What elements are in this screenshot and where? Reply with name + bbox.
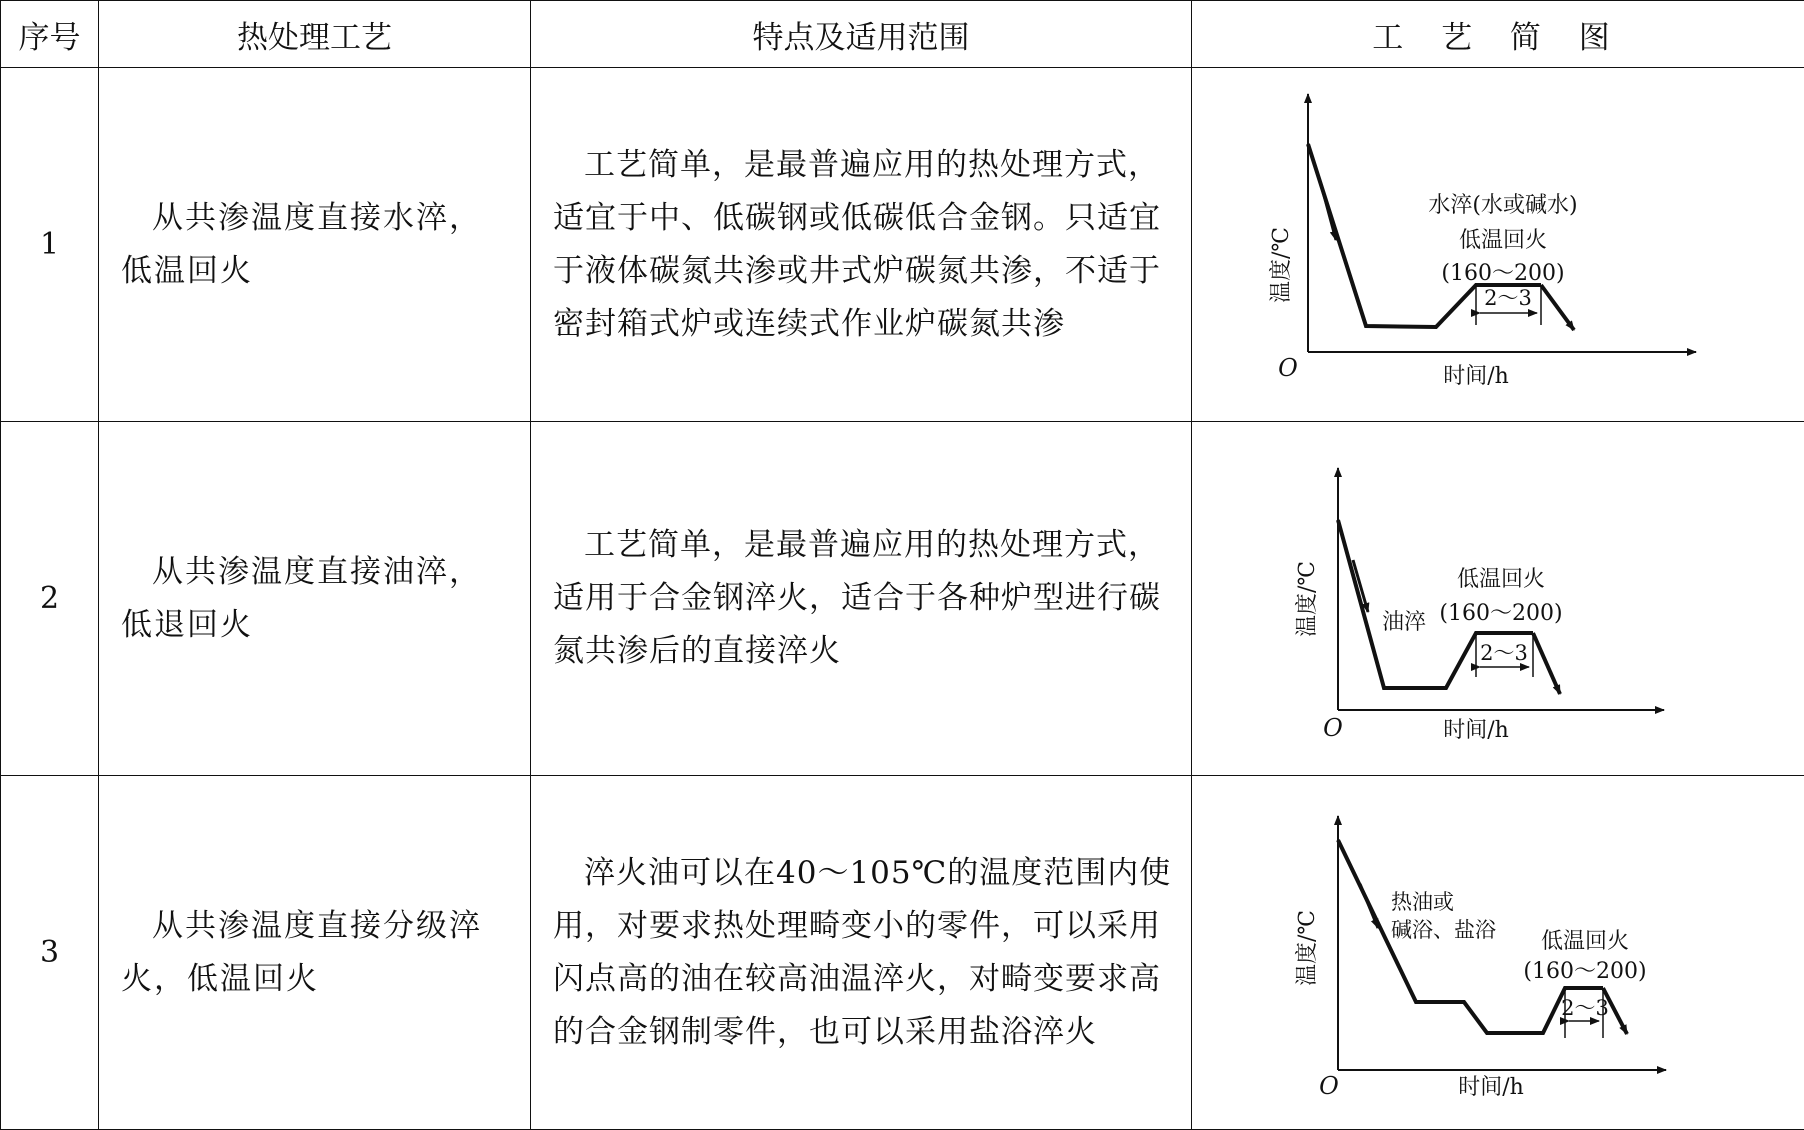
temper-label: 低温回火: [1458, 227, 1548, 253]
hold-time-label: 2～3: [1480, 640, 1528, 665]
quench-label: 油淬: [1381, 609, 1427, 635]
y-axis-label: 温度/℃: [1295, 560, 1320, 637]
row-seq: 3: [1, 776, 99, 1130]
header-description: 特点及适用范围: [531, 1, 1192, 68]
hold-time-label: 2～3: [1484, 285, 1532, 310]
row-process: 从共渗温度直接水淬，低温回火: [99, 68, 531, 422]
process-diagram-3: [1208, 788, 1788, 1118]
row-diagram-cell: [1192, 68, 1804, 422]
process-diagram-1: [1208, 80, 1788, 410]
temper-range-label: (160～200): [1441, 260, 1565, 286]
origin-label: O: [1323, 713, 1343, 742]
process-diagram-2: [1208, 434, 1788, 764]
temper-range-label: (160～200): [1439, 600, 1563, 626]
quench-arrow: [1322, 188, 1336, 240]
cooling-arrow: [1541, 285, 1574, 330]
x-axis-label: 时间/h: [1443, 363, 1509, 389]
row-seq: 2: [1, 422, 99, 776]
origin-label: O: [1278, 353, 1298, 382]
row-process: 从共渗温度直接油淬，低退回火: [99, 422, 531, 776]
quench-label-line-2: 碱浴、盐浴: [1391, 917, 1496, 942]
quench-arrow: [1360, 884, 1378, 928]
row-description: 工艺简单，是最普遍应用的热处理方式，适宜于中、低碳钢或低碳低合金钢。只适宜于液体碳氮共渗或井式炉碳氮共渗，不适于密封箱式炉或连续式作业炉碳氮共渗: [531, 68, 1192, 422]
temper-range-label: (160～200): [1523, 958, 1647, 984]
header-diagram: 工 艺 简 图: [1192, 1, 1804, 68]
row-description: 淬火油可以在40～105℃的温度范围内使用，对要求热处理畸变小的零件，可以采用闪点高的油在较高油温淬火，对畸变要求高的合金钢制零件，也可以采用盐浴淬火: [531, 776, 1192, 1130]
temper-label: 低温回火: [1540, 928, 1630, 954]
row-process: 从共渗温度直接分级淬火，低温回火: [99, 776, 531, 1130]
x-axis-label: 时间/h: [1443, 717, 1509, 743]
table-row: [1, 776, 1804, 1130]
quench-label: 水淬(水或碱水): [1428, 192, 1578, 218]
origin-label: O: [1319, 1071, 1339, 1100]
row-description: 工艺简单，是最普遍应用的热处理方式，适用于合金钢淬火，适合于各种炉型进行碳氮共渗后的直接淬火: [531, 422, 1192, 776]
table-row: [1, 68, 1804, 422]
header-seq: 序号: [1, 1, 99, 68]
row-seq: 1: [1, 68, 99, 422]
hold-time-label: 2～3: [1561, 995, 1609, 1020]
x-axis-label: 时间/h: [1458, 1074, 1524, 1100]
temper-label: 低温回火: [1456, 566, 1546, 592]
table-row: [1, 422, 1804, 776]
quench-label-line-1: 热油或: [1391, 889, 1454, 914]
header-process: 热处理工艺: [99, 1, 531, 68]
cooling-arrow: [1533, 633, 1560, 694]
row-diagram-cell: [1192, 422, 1804, 776]
header-row: [1, 1, 1804, 68]
row-diagram-cell: [1192, 776, 1804, 1130]
y-axis-label: 温度/℃: [1269, 226, 1294, 303]
y-axis-label: 温度/℃: [1295, 909, 1320, 986]
